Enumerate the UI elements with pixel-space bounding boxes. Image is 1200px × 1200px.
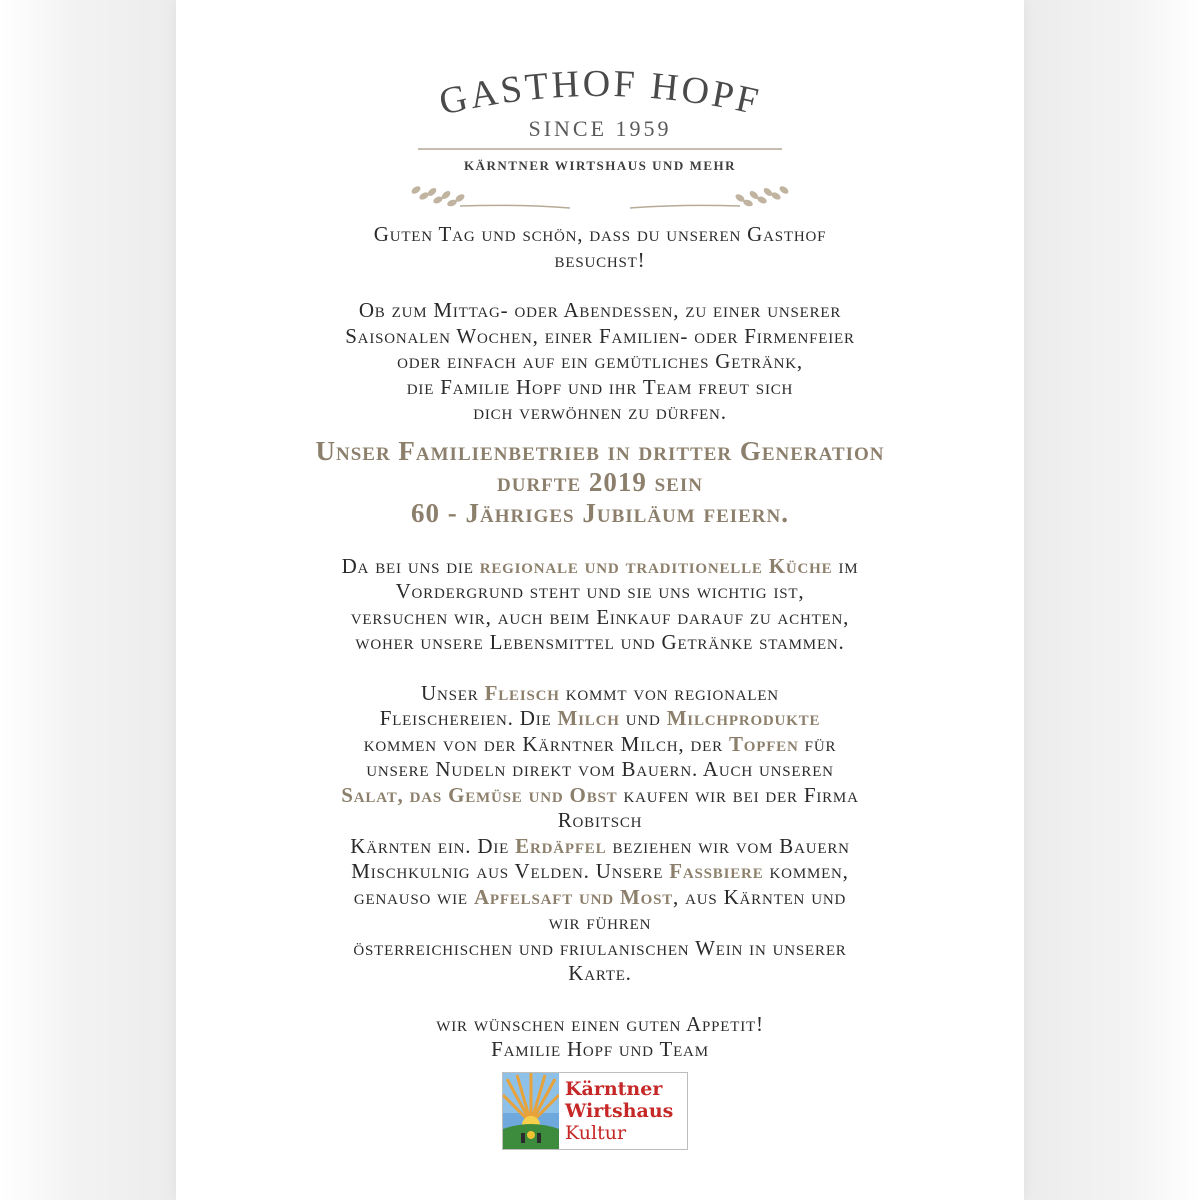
accent-text: Topfen (728, 731, 799, 756)
sunrise-landscape-icon (503, 1073, 559, 1149)
sources-line: wir führen (548, 910, 652, 934)
accent-text: Apfelsaft und Most (473, 884, 674, 909)
sources-line: Mischkulnig aus Velden. Unsere Fassbiere kommen, (351, 859, 849, 883)
highlight-line: 60 - Jähriges Jubiläum feiern. (411, 497, 789, 528)
offer-line: Ob zum Mittag- oder Abendessen, zu einer unserer (358, 298, 842, 322)
accent-text: Fassbiere (669, 859, 764, 883)
menu-body (176, 222, 1024, 1063)
intro-line: besuchst! (554, 247, 646, 272)
left-shadow-band (0, 0, 180, 1200)
regional-line: woher unsere Lebensmittel und Getränke stammen. (355, 630, 845, 654)
accent-text: Erdäpfel (515, 833, 607, 858)
offer-line: die Familie Hopf und ihr Team freut sich (406, 374, 794, 399)
header-rule (418, 148, 782, 150)
sources-line: unsere Nudeln direkt vom Bauern. Auch unseren (366, 757, 834, 781)
accent-text: Fleisch (484, 680, 560, 705)
badge-text (565, 1078, 673, 1144)
menu-sheet (176, 0, 1024, 1200)
offer-line: dich verwöhnen zu dürfen. (473, 400, 727, 424)
badge-line: Kärntner (565, 1078, 663, 1100)
offer-line: oder einfach auf ein gemütliches Getränk, (397, 349, 803, 373)
sources-line: österreichischen und friulanischen Wein in unserer (353, 935, 847, 960)
svg-text:GASTHOF HOPF (436, 63, 765, 122)
sources-line: genauso wie Apfelsaft und Most, aus Kärnten und (353, 884, 847, 909)
brand-logo (390, 60, 810, 122)
tagline: KÄRNTNER WIRTSHAUS UND MEHR (463, 158, 737, 173)
wirtshaus-kultur-badge (502, 1072, 688, 1150)
header (176, 60, 1024, 218)
highlight-line: Unser Familienbetrieb in dritter Generation (315, 435, 885, 466)
offer-line: Saisonalen Wochen, einer Familien- oder Firmenfeier (345, 323, 855, 348)
regional-line: Da bei uns die regionale und traditionelle Küche im (341, 553, 859, 578)
closing-signature: Familie Hopf und Team (491, 1037, 709, 1061)
sources-line: Fleischereien. Die Milch und Milchprodukte (379, 706, 821, 730)
sources-line: Salat, das Gemüse und Obst kaufen wir bei der Firma (341, 782, 859, 807)
accent-text: Milchprodukte (666, 706, 821, 730)
accent-text: regionale und traditionelle Küche (479, 553, 833, 578)
brand-name: GASTHOF HOPF (435, 62, 765, 122)
regional-line: Vordergrund steht und sie uns wichtig ist, (395, 579, 805, 603)
badge-line: Wirtshaus (565, 1100, 674, 1122)
sources-line: Robitsch (557, 808, 643, 832)
accent-text: Salat, das Gemüse und Obst (341, 782, 618, 807)
closing-line: wir wünschen einen guten Appetit! (436, 1011, 764, 1036)
accent-text: Milch (557, 706, 620, 730)
badge-line: Kultur (565, 1122, 627, 1144)
wheat-ornament-icon (400, 178, 800, 218)
highlight-line: durfte 2019 sein (497, 466, 703, 497)
sources-line: Kärnten ein. Die Erdäpfel beziehen wir vom Bauern (350, 833, 850, 858)
sources-line: kommen von der Kärntner Milch, der Topfen für (363, 731, 837, 756)
right-shadow-band (1020, 0, 1200, 1200)
sources-line: Karte. (568, 961, 632, 985)
intro-line: Guten Tag und schön, dass du unseren Gasthof (373, 222, 827, 246)
regional-line: versuchen wir, auch beim Einkauf darauf zu achten, (350, 604, 850, 629)
sources-line: Unser Fleisch kommt von regionalen (421, 680, 779, 705)
since-year: SINCE 1959 (528, 116, 672, 141)
